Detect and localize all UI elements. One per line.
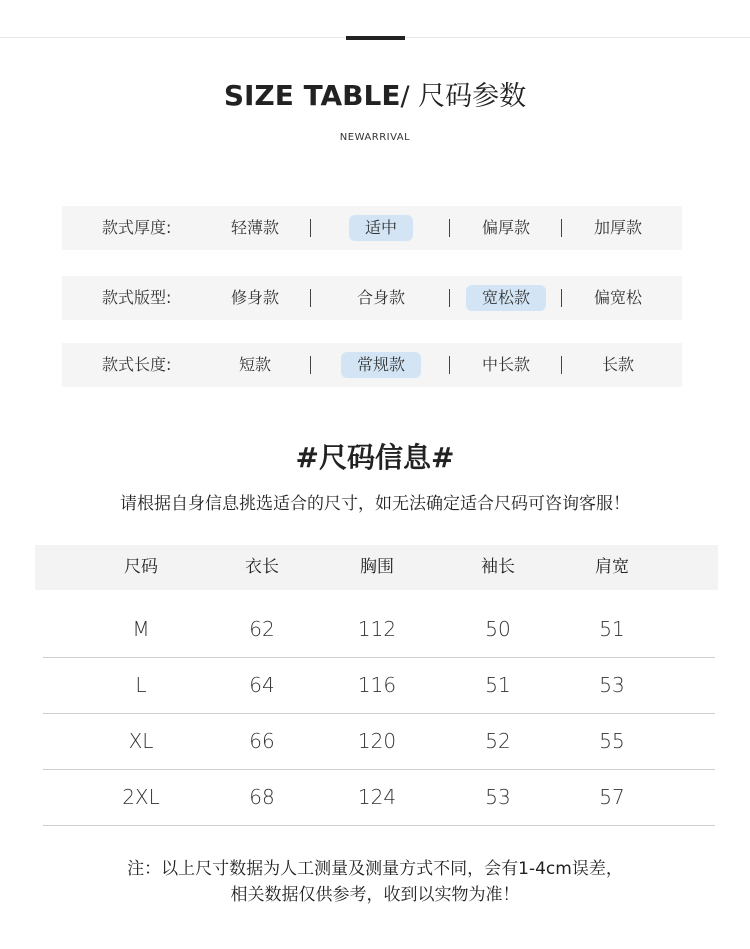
title-chinese: / 尺码参数 <box>400 81 527 112</box>
table-cell: M <box>132 617 150 641</box>
option-separator <box>561 289 562 307</box>
option-text: 合身款 <box>356 288 405 307</box>
table-cell: 53 <box>599 673 625 697</box>
attribute-option-selected <box>339 206 423 250</box>
top-accent-bar <box>346 36 405 40</box>
attribute-label: 款式厚度: <box>102 218 172 237</box>
option-text: 修身款 <box>230 288 279 307</box>
option-separator <box>449 219 450 237</box>
option-text: 偏厚款 <box>481 218 530 237</box>
table-cell: 68 <box>249 785 275 809</box>
table-header-cell: 肩宽 <box>595 557 629 577</box>
table-cell: 52 <box>485 729 511 753</box>
attribute-option <box>339 276 423 320</box>
option-text: 加厚款 <box>593 218 642 237</box>
table-header-cell: 尺码 <box>124 557 158 577</box>
table-cell: 53 <box>485 785 511 809</box>
table-row <box>43 658 715 714</box>
option-text: 中长款 <box>481 355 530 374</box>
attribute-option <box>213 276 297 320</box>
table-cell: 124 <box>357 785 397 809</box>
option-separator <box>310 219 311 237</box>
attribute-option <box>576 343 660 387</box>
table-cell: 64 <box>249 673 275 697</box>
attribute-option <box>213 206 297 250</box>
table-header-row <box>35 545 718 590</box>
table-cell: L <box>135 673 147 697</box>
table-cell: 2XL <box>122 785 160 809</box>
option-text: 适中 <box>349 215 413 241</box>
table-header-cell: 衣长 <box>245 557 279 577</box>
option-separator <box>449 356 450 374</box>
page-title <box>0 76 750 117</box>
attribute-option <box>464 206 548 250</box>
table-row <box>43 714 715 770</box>
attribute-option-selected <box>339 343 423 387</box>
attribute-label: 款式长度: <box>102 355 172 374</box>
option-text: 短款 <box>238 355 271 374</box>
table-cell: 66 <box>249 729 275 753</box>
title-english: SIZE TABLE <box>223 79 401 112</box>
option-text: 宽松款 <box>466 285 546 311</box>
attribute-row-length <box>62 343 682 387</box>
size-info-title: #尺码信息# <box>295 441 455 474</box>
size-table <box>35 545 718 826</box>
measurement-note-line-1: 注：以上尺寸数据为人工测量及测量方式不同，会有1-4cm误差， <box>127 859 623 879</box>
table-cell: 112 <box>357 617 397 641</box>
measurement-note-line-2: 相关数据仅供参考，收到以实物为准！ <box>230 885 520 905</box>
attribute-row-fit <box>62 276 682 320</box>
table-cell: 55 <box>599 729 625 753</box>
table-cell: 50 <box>485 617 511 641</box>
table-row <box>43 602 715 658</box>
table-cell: 57 <box>599 785 625 809</box>
table-cell: 62 <box>249 617 275 641</box>
option-text: 轻薄款 <box>230 218 279 237</box>
option-text: 常规款 <box>341 352 421 378</box>
attribute-option <box>213 343 297 387</box>
table-cell: 51 <box>485 673 511 697</box>
page-subtitle: NEWARRIVAL <box>339 132 411 143</box>
option-separator <box>449 289 450 307</box>
option-text: 长款 <box>601 355 634 374</box>
attribute-option <box>576 206 660 250</box>
attribute-label: 款式版型: <box>102 288 172 307</box>
option-separator <box>561 219 562 237</box>
table-cell: 120 <box>357 729 397 753</box>
option-separator <box>561 356 562 374</box>
table-row <box>43 770 715 826</box>
option-separator <box>310 289 311 307</box>
table-header-cell: 袖长 <box>481 557 515 577</box>
table-cell: 116 <box>357 673 397 697</box>
table-cell: 51 <box>599 617 625 641</box>
attribute-row-thickness <box>62 206 682 250</box>
option-separator <box>310 356 311 374</box>
table-cell: XL <box>128 729 154 753</box>
option-text: 偏宽松 <box>593 288 642 307</box>
attribute-option-selected <box>464 276 548 320</box>
attribute-option <box>464 343 548 387</box>
attribute-option <box>576 276 660 320</box>
size-info-description: 请根据自身信息挑选适合的尺寸，如无法确定适合尺码可咨询客服！ <box>120 494 630 514</box>
table-header-cell: 胸围 <box>360 557 394 577</box>
